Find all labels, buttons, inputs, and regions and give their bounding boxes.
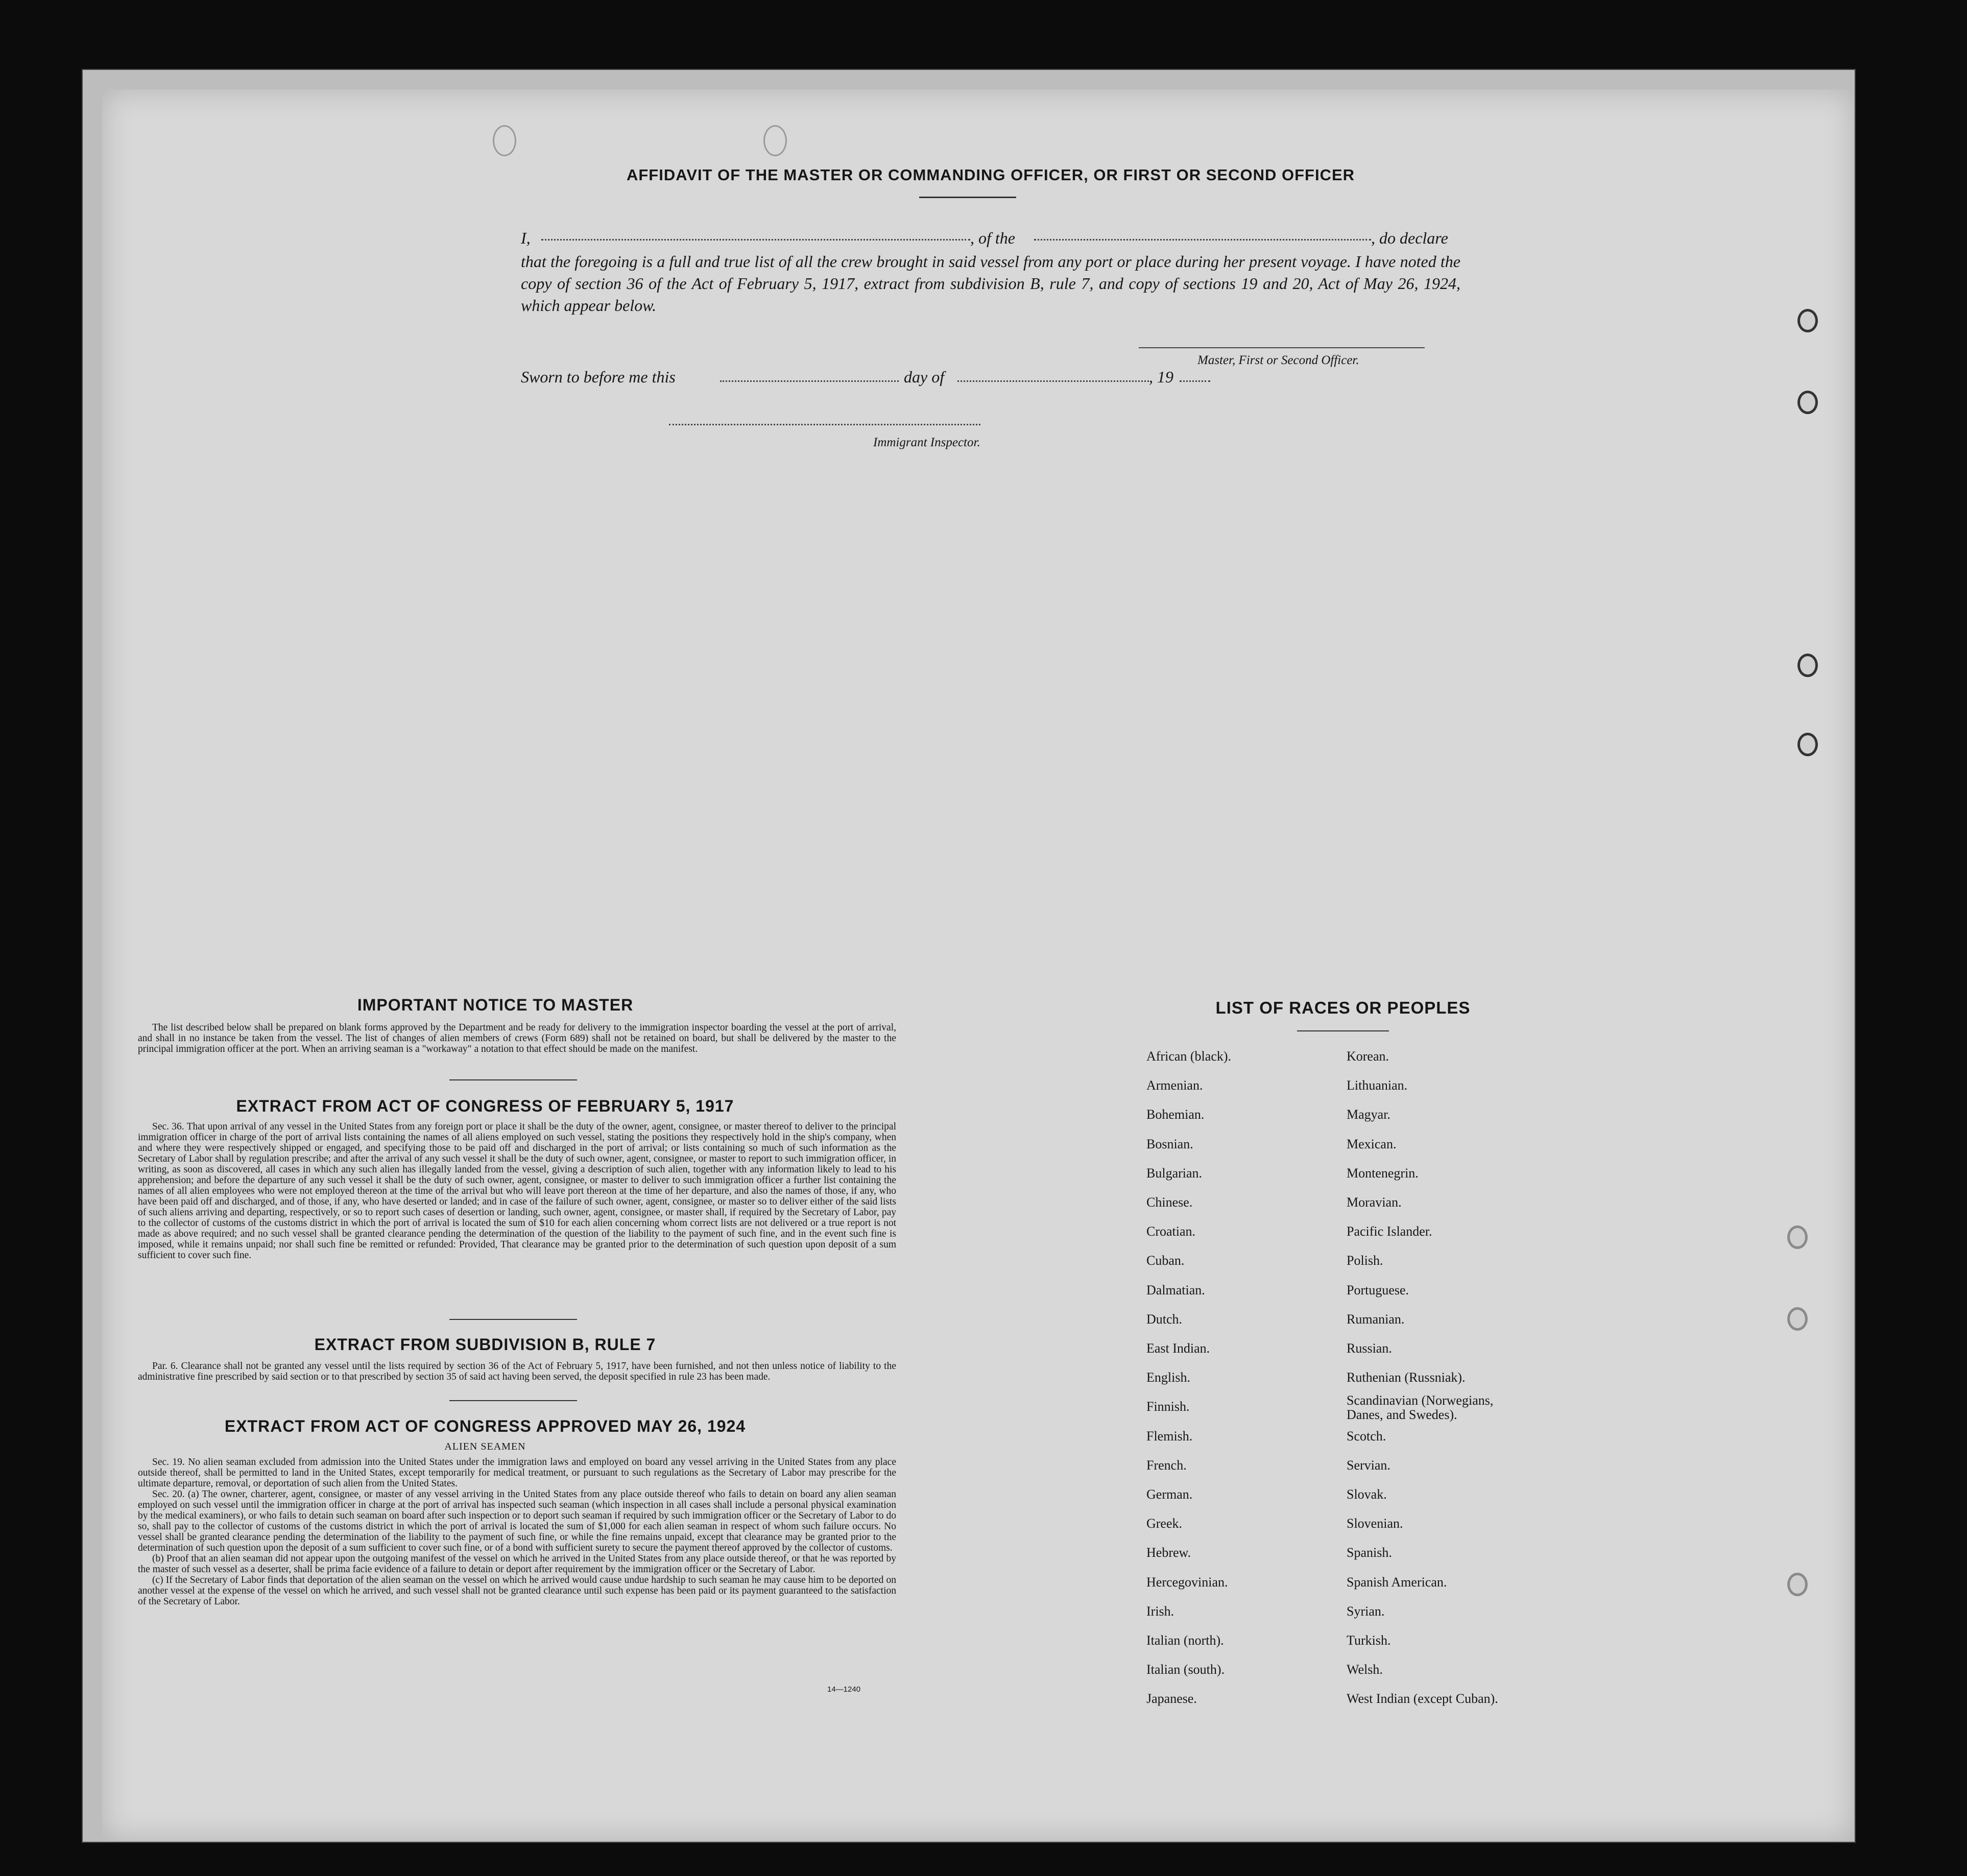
extract-1917-title: EXTRACT FROM ACT OF CONGRESS OF FEBRUARY 5, 1917 — [236, 1097, 734, 1115]
sworn-day-blank — [720, 380, 899, 382]
sec20b-text: (b) Proof that an alien seaman did not appear upon the outgoing manifest of the vessel on which he arrived in the United States from any place outside thereof, or that he was reported by the master of such vessel as a deserter, shall be prima facie evidence of a failure to detain or deport after requirement by the immigration officer or the Secretary of Labor. — [138, 1553, 896, 1575]
race-item: French. — [1146, 1457, 1187, 1473]
race-item: Ruthenian (Russniak). — [1347, 1370, 1466, 1385]
name-blank — [541, 239, 970, 240]
race-item: Welsh. — [1347, 1662, 1383, 1677]
affidavit-body — [521, 251, 1460, 317]
circle-mark — [763, 125, 787, 156]
rule7-title: EXTRACT FROM SUBDIVISION B, RULE 7 — [314, 1335, 656, 1354]
race-item: Polish. — [1347, 1253, 1383, 1268]
affidavit-declare: , do declare — [1371, 229, 1448, 247]
race-item: Scotch. — [1347, 1428, 1386, 1444]
race-item: Moravian. — [1347, 1195, 1402, 1210]
race-item: Montenegrin. — [1347, 1165, 1419, 1181]
race-item: Bohemian. — [1146, 1107, 1205, 1122]
race-item: Syrian. — [1347, 1603, 1385, 1619]
race-item: Turkish. — [1347, 1633, 1391, 1648]
race-item: German. — [1146, 1487, 1193, 1502]
races-title: LIST OF RACES OR PEOPLES — [1215, 998, 1471, 1017]
binder-hole — [1797, 654, 1818, 677]
race-item: Lithuanian. — [1347, 1078, 1408, 1093]
notice-text: The list described below shall be prepared on blank forms approved by the Department and be ready for delivery to the immigration inspector boarding the vessel at the port of arrival, and shall in no instance be taken from the vessel. The list of changes of alien members of crews (Form 689) shall not be retained on board, but shall be delivered by the master to the principal immigration officer at the port. When an arriving seaman is a "workaway" a notation to that effect should be made on the manifest. — [138, 1022, 896, 1054]
race-item: Italian (north). — [1146, 1633, 1224, 1648]
race-item: Flemish. — [1146, 1428, 1193, 1444]
year-text: , 19 — [1149, 368, 1173, 386]
master-signature-line — [1139, 347, 1425, 348]
race-item: Magyar. — [1347, 1107, 1390, 1122]
year-blank — [1180, 380, 1210, 382]
notice-rule — [449, 1079, 577, 1080]
race-item: Slovenian. — [1347, 1516, 1403, 1531]
race-item: Croatian. — [1146, 1224, 1196, 1239]
month-blank — [957, 380, 1149, 382]
binder-hole — [1787, 1573, 1808, 1596]
extract-1924-text — [138, 1457, 896, 1607]
race-item: English. — [1146, 1370, 1190, 1385]
sec20c-text: (c) If the Secretary of Labor finds that deportation of the alien seaman on the vessel on which he arrived would cause undue hardship to such seaman he may cause him to be deported on another vessel at the expense of the vessel on which he arrived, and such vessel shall not be granted clearance until such expense has been paid or its payment guaranteed to the satisfaction of the Secretary of Labor. — [138, 1575, 896, 1607]
race-item: West Indian (except Cuban). — [1347, 1691, 1498, 1706]
race-item: Finnish. — [1146, 1399, 1190, 1414]
race-item: Japanese. — [1146, 1691, 1197, 1706]
extract-1917-text: Sec. 36. That upon arrival of any vessel in the United States from any foreign port or place it shall be the duty of the owner, agent, consignee, or master thereof to deliver to the principal immigration officer in charge of the port of arrival lists containing the names of all aliens employed on such vessel, stating the positions they respectively hold in the ship's company, when and where they were respectively shipped or engaged, and specifying those to be paid off and discharged in the port of arrival; or lists containing so much of such information as the Secretary of Labor shall by regulation prescribe; and after the arrival of any such vessel it shall be the duty of such owner, agent, consignee, or master to report to such immigration officer, in writing, as soon as discovered, all cases in which any such alien has illegally landed from the vessel, giving a description of such alien, together with any information likely to lead to his apprehension; and before the departure of any such vessel it shall be the duty of such owner, agent, consignee, or master to deliver to such immigration officer a further list containing the names of all alien employees who were not employed thereon at the time of the arrival but who will leave port thereon at the time of her departure, and also the names of those, if any, who have been paid off and discharged, and of those, if any, who have deserted or landed; and in case of the failure of such owner, agent, consignee, or master so to deliver either of the said lists of such aliens arriving and departing, respectively, or so to report such cases of desertion or landing, such owner, agent, consignee, or master shall, if required by the Secretary of Labor, pay to the collector of customs of the customs district in which the port of arrival is located the sum of $10 for each alien concerning whom correct lists are not delivered or a true report is not made as above required; and no such vessel shall be granted clearance pending the determination of the question of the liability to the payment of such fine, and in the event such fine is imposed, while it remains unpaid; nor shall such fine be remitted or refunded: Provided, That clearance may be granted prior to the determination of such question upon deposit of a sum sufficient to cover such fine. — [138, 1121, 896, 1261]
binder-hole — [1787, 1225, 1808, 1249]
race-item: Dutch. — [1146, 1311, 1183, 1327]
binder-hole — [1797, 391, 1818, 414]
affidavit-i: I, — [521, 229, 531, 247]
race-item: Servian. — [1347, 1457, 1390, 1473]
race-item: East Indian. — [1146, 1341, 1210, 1356]
affidavit-of-the: , of the — [970, 229, 1015, 247]
alien-seamen-subtitle: ALIEN SEAMEN — [444, 1441, 526, 1452]
day-of-text: day of — [904, 368, 945, 386]
race-item: Armenian. — [1146, 1078, 1203, 1093]
race-item: Russian. — [1347, 1341, 1392, 1356]
inspector-signature-line — [669, 424, 980, 425]
title-rule — [919, 197, 1016, 198]
binder-hole — [1797, 309, 1818, 332]
race-item: Chinese. — [1146, 1195, 1193, 1210]
extract-1924-title: EXTRACT FROM ACT OF CONGRESS APPROVED MAY 26, 1924 — [224, 1417, 746, 1435]
race-item: Greek. — [1146, 1516, 1183, 1531]
race-item: Hebrew. — [1146, 1545, 1191, 1560]
race-item: Korean. — [1347, 1049, 1389, 1064]
affidavit-body-text: that the foregoing is a full and true list of all the crew brought in said vessel from any port or place during her present voyage. I have noted the copy of section 36 of the Act of February 5, 1917, extract from subdivision B, rule 7, and copy of sections 19 and 20, Act of May 26, 1924, which appear below. — [521, 252, 1460, 315]
race-item: Spanish American. — [1347, 1574, 1447, 1590]
race-item: Bulgarian. — [1146, 1165, 1203, 1181]
race-item: Scandinavian (Norwegians, Danes, and Swedes). — [1347, 1393, 1494, 1423]
race-item: Hercegovinian. — [1146, 1574, 1228, 1590]
notice-title: IMPORTANT NOTICE TO MASTER — [357, 996, 634, 1014]
race-item: Pacific Islander. — [1347, 1224, 1432, 1239]
race-item: Cuban. — [1146, 1253, 1185, 1268]
race-item: Slovak. — [1347, 1487, 1387, 1502]
race-item: Rumanian. — [1347, 1311, 1405, 1327]
inspector-label: Immigrant Inspector. — [873, 436, 980, 449]
affidavit-title: AFFIDAVIT OF THE MASTER OR COMMANDING OFFICER, OR FIRST OR SECOND OFFICER — [626, 166, 1355, 184]
vessel-blank — [1034, 239, 1371, 240]
form-number: 14—1240 — [827, 1685, 861, 1694]
master-label: Master, First or Second Officer. — [1197, 353, 1359, 367]
race-item: Spanish. — [1347, 1545, 1392, 1560]
race-item: Dalmatian. — [1146, 1282, 1205, 1297]
circle-mark — [493, 125, 516, 156]
rule7-text: Par. 6. Clearance shall not be granted any vessel until the lists required by section 36 of the Act of February 5, 1917, have been furnished, and not then unless notice of liability to the administrative fine prescribed by said section or to that prescribed by section 35 of said act having been served, the deposit specified in rule 23 has been made. — [138, 1361, 896, 1382]
race-item: Italian (south). — [1146, 1662, 1225, 1677]
rule7-rule — [449, 1400, 577, 1401]
extract-1917-rule — [449, 1319, 577, 1320]
binder-hole — [1797, 733, 1818, 756]
race-item: Bosnian. — [1146, 1136, 1193, 1151]
race-item: Mexican. — [1347, 1136, 1397, 1151]
sec19-text: Sec. 19. No alien seaman excluded from admission into the United States under the immigration laws and employed on board any vessel arriving in the United States from any place outside thereof, shall be permitted to land in the United States, except temporarily for medical treatment, or pursuant to such regulations as the Secretary of Labor may prescribe for the ultimate departure, removal, or deportation of such alien from the United States. — [138, 1457, 896, 1489]
sworn-text: Sworn to before me this — [521, 368, 676, 386]
race-item: African (black). — [1146, 1049, 1232, 1064]
binder-hole — [1787, 1307, 1808, 1331]
race-item: Irish. — [1146, 1603, 1174, 1619]
races-rule — [1297, 1030, 1389, 1031]
race-item: Portuguese. — [1347, 1282, 1409, 1297]
sec20a-text: Sec. 20. (a) The owner, charterer, agent, consignee, or master of any vessel arriving in the United States from any place outside thereof who fails to detain on board any alien seaman employed on such vessel until the immigration officer in charge at the port of arrival has inspected such seaman (which inspection in all cases shall include a personal physical examination by the medical examiners), or who fails to detain such seaman on board after such inspection or to deport such seaman if required by such immigration officer or the Secretary of Labor to do so, shall pay to the collector of customs of the customs district in which the port of arrival is located the sum of $1,000 for each alien seaman in respect of whom such failure occurs. No vessel shall be granted clearance pending the determination of the liability to the payment of such fine, or while the fine remains unpaid, except that clearance may be granted prior to the determination of such question upon the deposit of a sum sufficient to cover such fine, or of a bond with sufficient surety to secure the payment thereof approved by the collector of customs. — [138, 1489, 896, 1553]
